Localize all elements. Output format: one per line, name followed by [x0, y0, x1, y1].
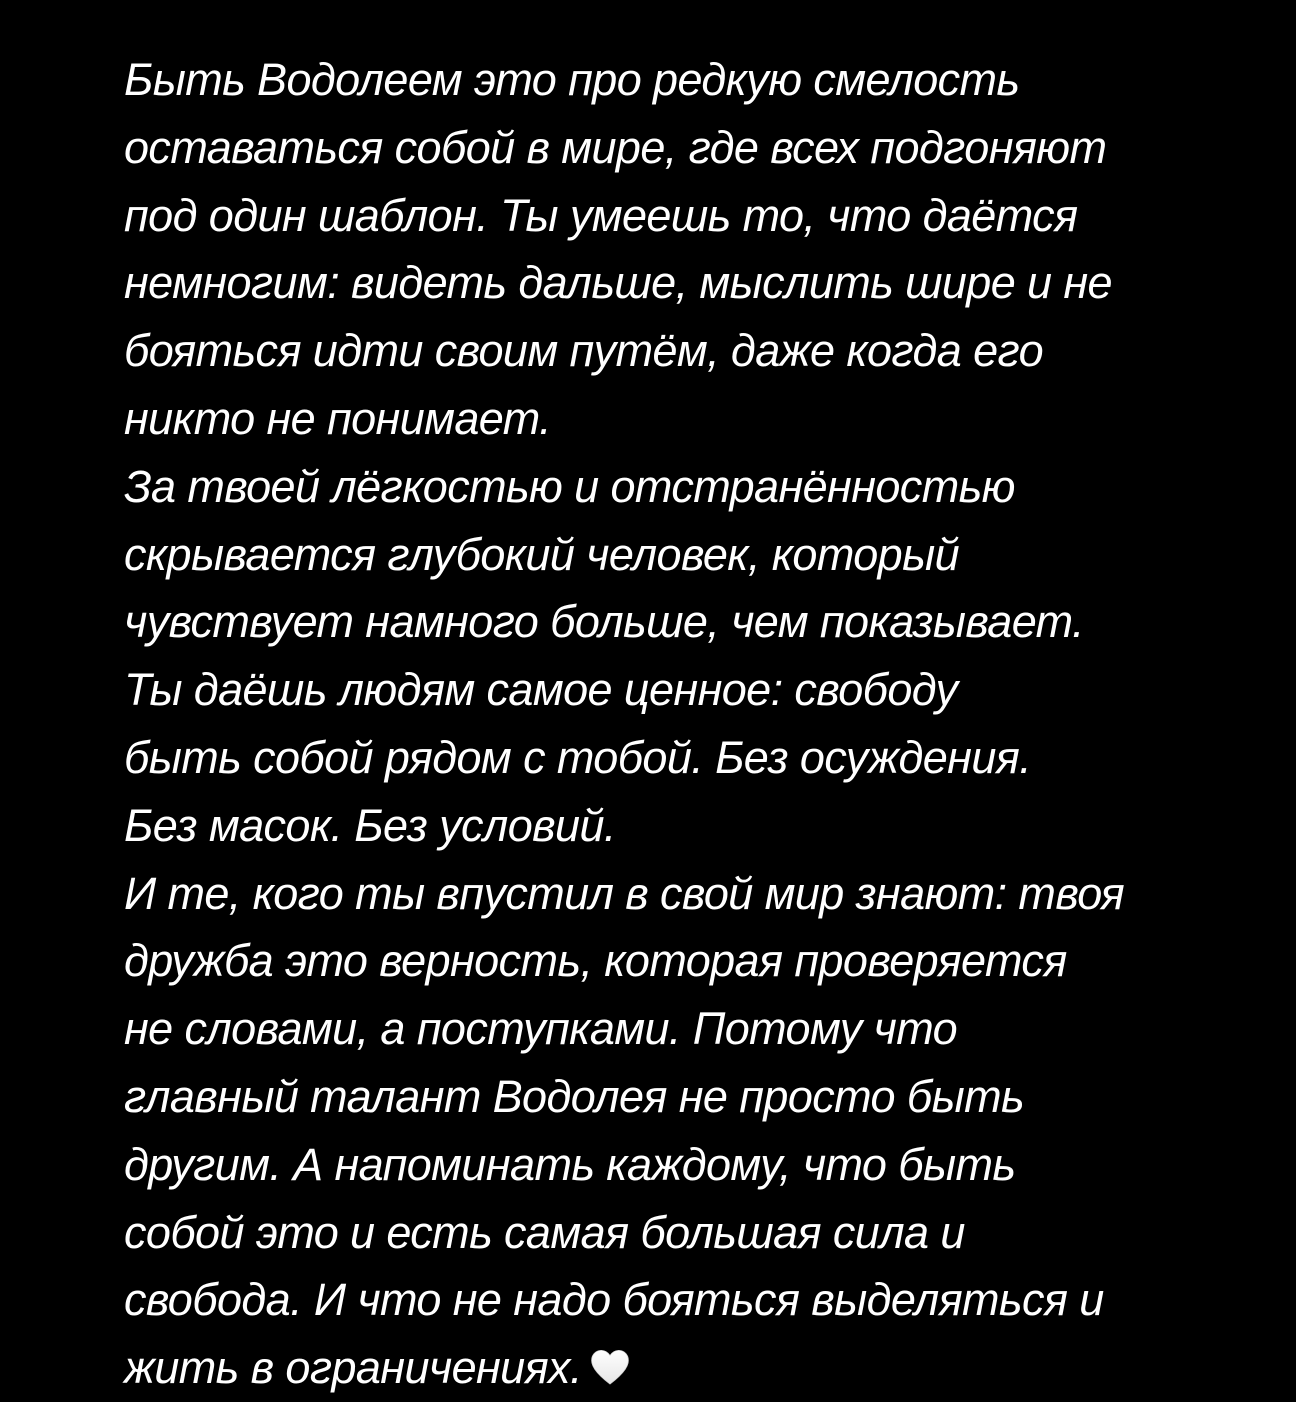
text-line: главный талант Водолея не просто быть	[124, 1070, 1025, 1122]
text-line: И те, кого ты впустил в свой мир знают: твоя	[124, 867, 1125, 919]
text-line: Без масок. Без условий.	[124, 799, 616, 851]
post-text	[124, 46, 1224, 1402]
text-line: свобода. И что не надо бояться выделяться и	[124, 1274, 1104, 1326]
text-line: дружба это верность, которая проверяется	[124, 935, 1067, 987]
text-line: под один шаблон. Ты умеешь то, что даётся	[124, 189, 1078, 241]
text-line: оставаться собой в мире, где всех подгоняют	[124, 121, 1107, 173]
text-line: собой это и есть самая большая сила и	[124, 1206, 965, 1258]
text-line: жить в ограничениях.	[124, 1342, 582, 1394]
text-line: Быть Водолеем это про редкую смелость	[124, 54, 1020, 105]
text-line: немногим: видеть дальше, мыслить шире и не	[124, 257, 1112, 309]
text-line: За твоей лёгкостью и отстранённостью	[124, 460, 1015, 512]
text-line: Ты даёшь людям самое ценное: свободу	[124, 664, 958, 716]
text-line: чувствует намного больше, чем показывает.	[124, 596, 1084, 648]
text-line: быть собой рядом с тобой. Без осуждения.	[124, 731, 1032, 783]
white-heart-icon	[588, 1345, 632, 1389]
text-line: не словами, а поступками. Потому что	[124, 1003, 958, 1055]
text-line: скрывается глубокий человек, который	[124, 528, 960, 580]
last-text-line	[124, 1334, 1224, 1402]
text-line: другим. А напоминать каждому, что быть	[124, 1138, 1016, 1190]
text-line: бояться идти своим путём, даже когда его	[124, 325, 1044, 377]
text-line: никто не понимает.	[124, 392, 552, 444]
